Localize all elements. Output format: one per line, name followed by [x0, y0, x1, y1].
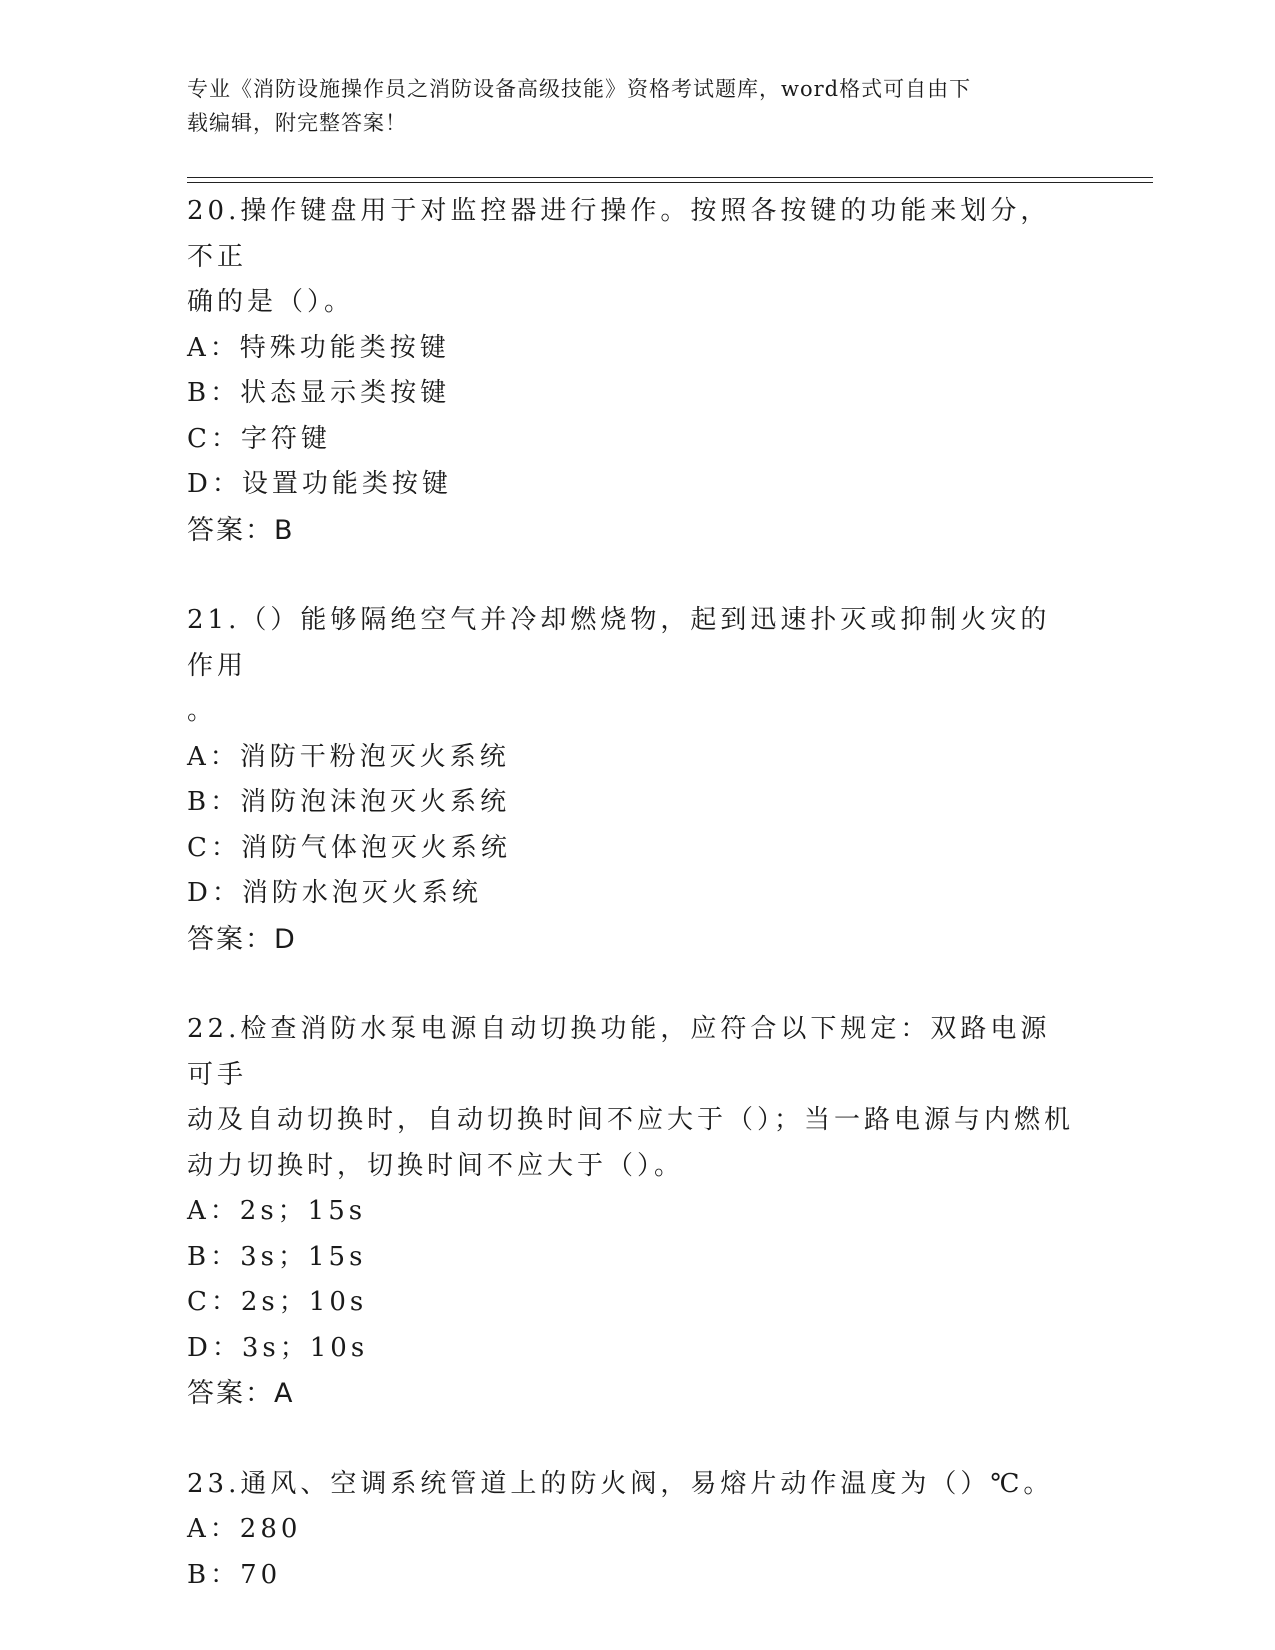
- option-d: D：消防水泡灭火系统: [187, 878, 482, 908]
- question-stem-line: 22.检查消防水泵电源自动切换功能，应符合以下规定：双路电源可手: [187, 1014, 1051, 1090]
- question-22: [187, 1007, 1077, 1417]
- option-d: D：设置功能类按键: [187, 469, 452, 499]
- option-c: C：消防气体泡灭火系统: [187, 832, 511, 863]
- question-stem-line: 20.操作键盘用于对监控器进行操作。按照各按键的功能来划分，不正: [187, 196, 1051, 272]
- option-d: D：3s；10s: [187, 1332, 369, 1363]
- question-stem-line: 动及自动切换时，自动切换时间不应大于（）；当一路电源与内燃机: [187, 1105, 1075, 1135]
- option-a: A：2s；15s: [187, 1196, 367, 1226]
- question-stem-line: 21.（）能够隔绝空气并冷却燃烧物，起到迅速扑灭或抑制火灾的作用: [187, 605, 1051, 681]
- option-a: A：特殊功能类按键: [187, 332, 450, 363]
- header-line-1: 专业《消防设施操作员之消防设备高级技能》资格考试题库，word格式可自由下: [187, 77, 972, 101]
- question-20: [187, 189, 1077, 553]
- question-stem-line: 。: [187, 696, 218, 726]
- answer: 答案：D: [187, 923, 297, 955]
- answer: 答案：A: [187, 1378, 295, 1409]
- header-rule-top: [187, 177, 1153, 178]
- option-b: B：70: [187, 1559, 282, 1590]
- question-21: [187, 598, 1077, 962]
- question-stem-line: 动力切换时，切换时间不应大于（）。: [187, 1150, 685, 1181]
- question-stem-line: 确的是（）。: [187, 287, 355, 317]
- question-23: [187, 1462, 1077, 1599]
- question-stem-line: 23.通风、空调系统管道上的防火阀，易熔片动作温度为（）℃。: [187, 1468, 1054, 1499]
- option-c: C：字符键: [187, 423, 331, 454]
- question-list: [187, 189, 1077, 1598]
- option-a: A：280: [187, 1514, 302, 1544]
- option-b: B：3s；15s: [187, 1241, 367, 1272]
- option-c: C：2s；10s: [187, 1287, 368, 1317]
- answer: 答案：B: [187, 514, 295, 546]
- option-b: B：消防泡沫泡灭火系统: [187, 787, 511, 817]
- document-header: [187, 72, 1067, 140]
- option-a: A：消防干粉泡灭火系统: [187, 741, 510, 772]
- header-rule-bottom: [187, 182, 1153, 183]
- option-b: B：状态显示类按键: [187, 378, 451, 408]
- header-line-2: 载编辑，附完整答案！: [187, 111, 407, 135]
